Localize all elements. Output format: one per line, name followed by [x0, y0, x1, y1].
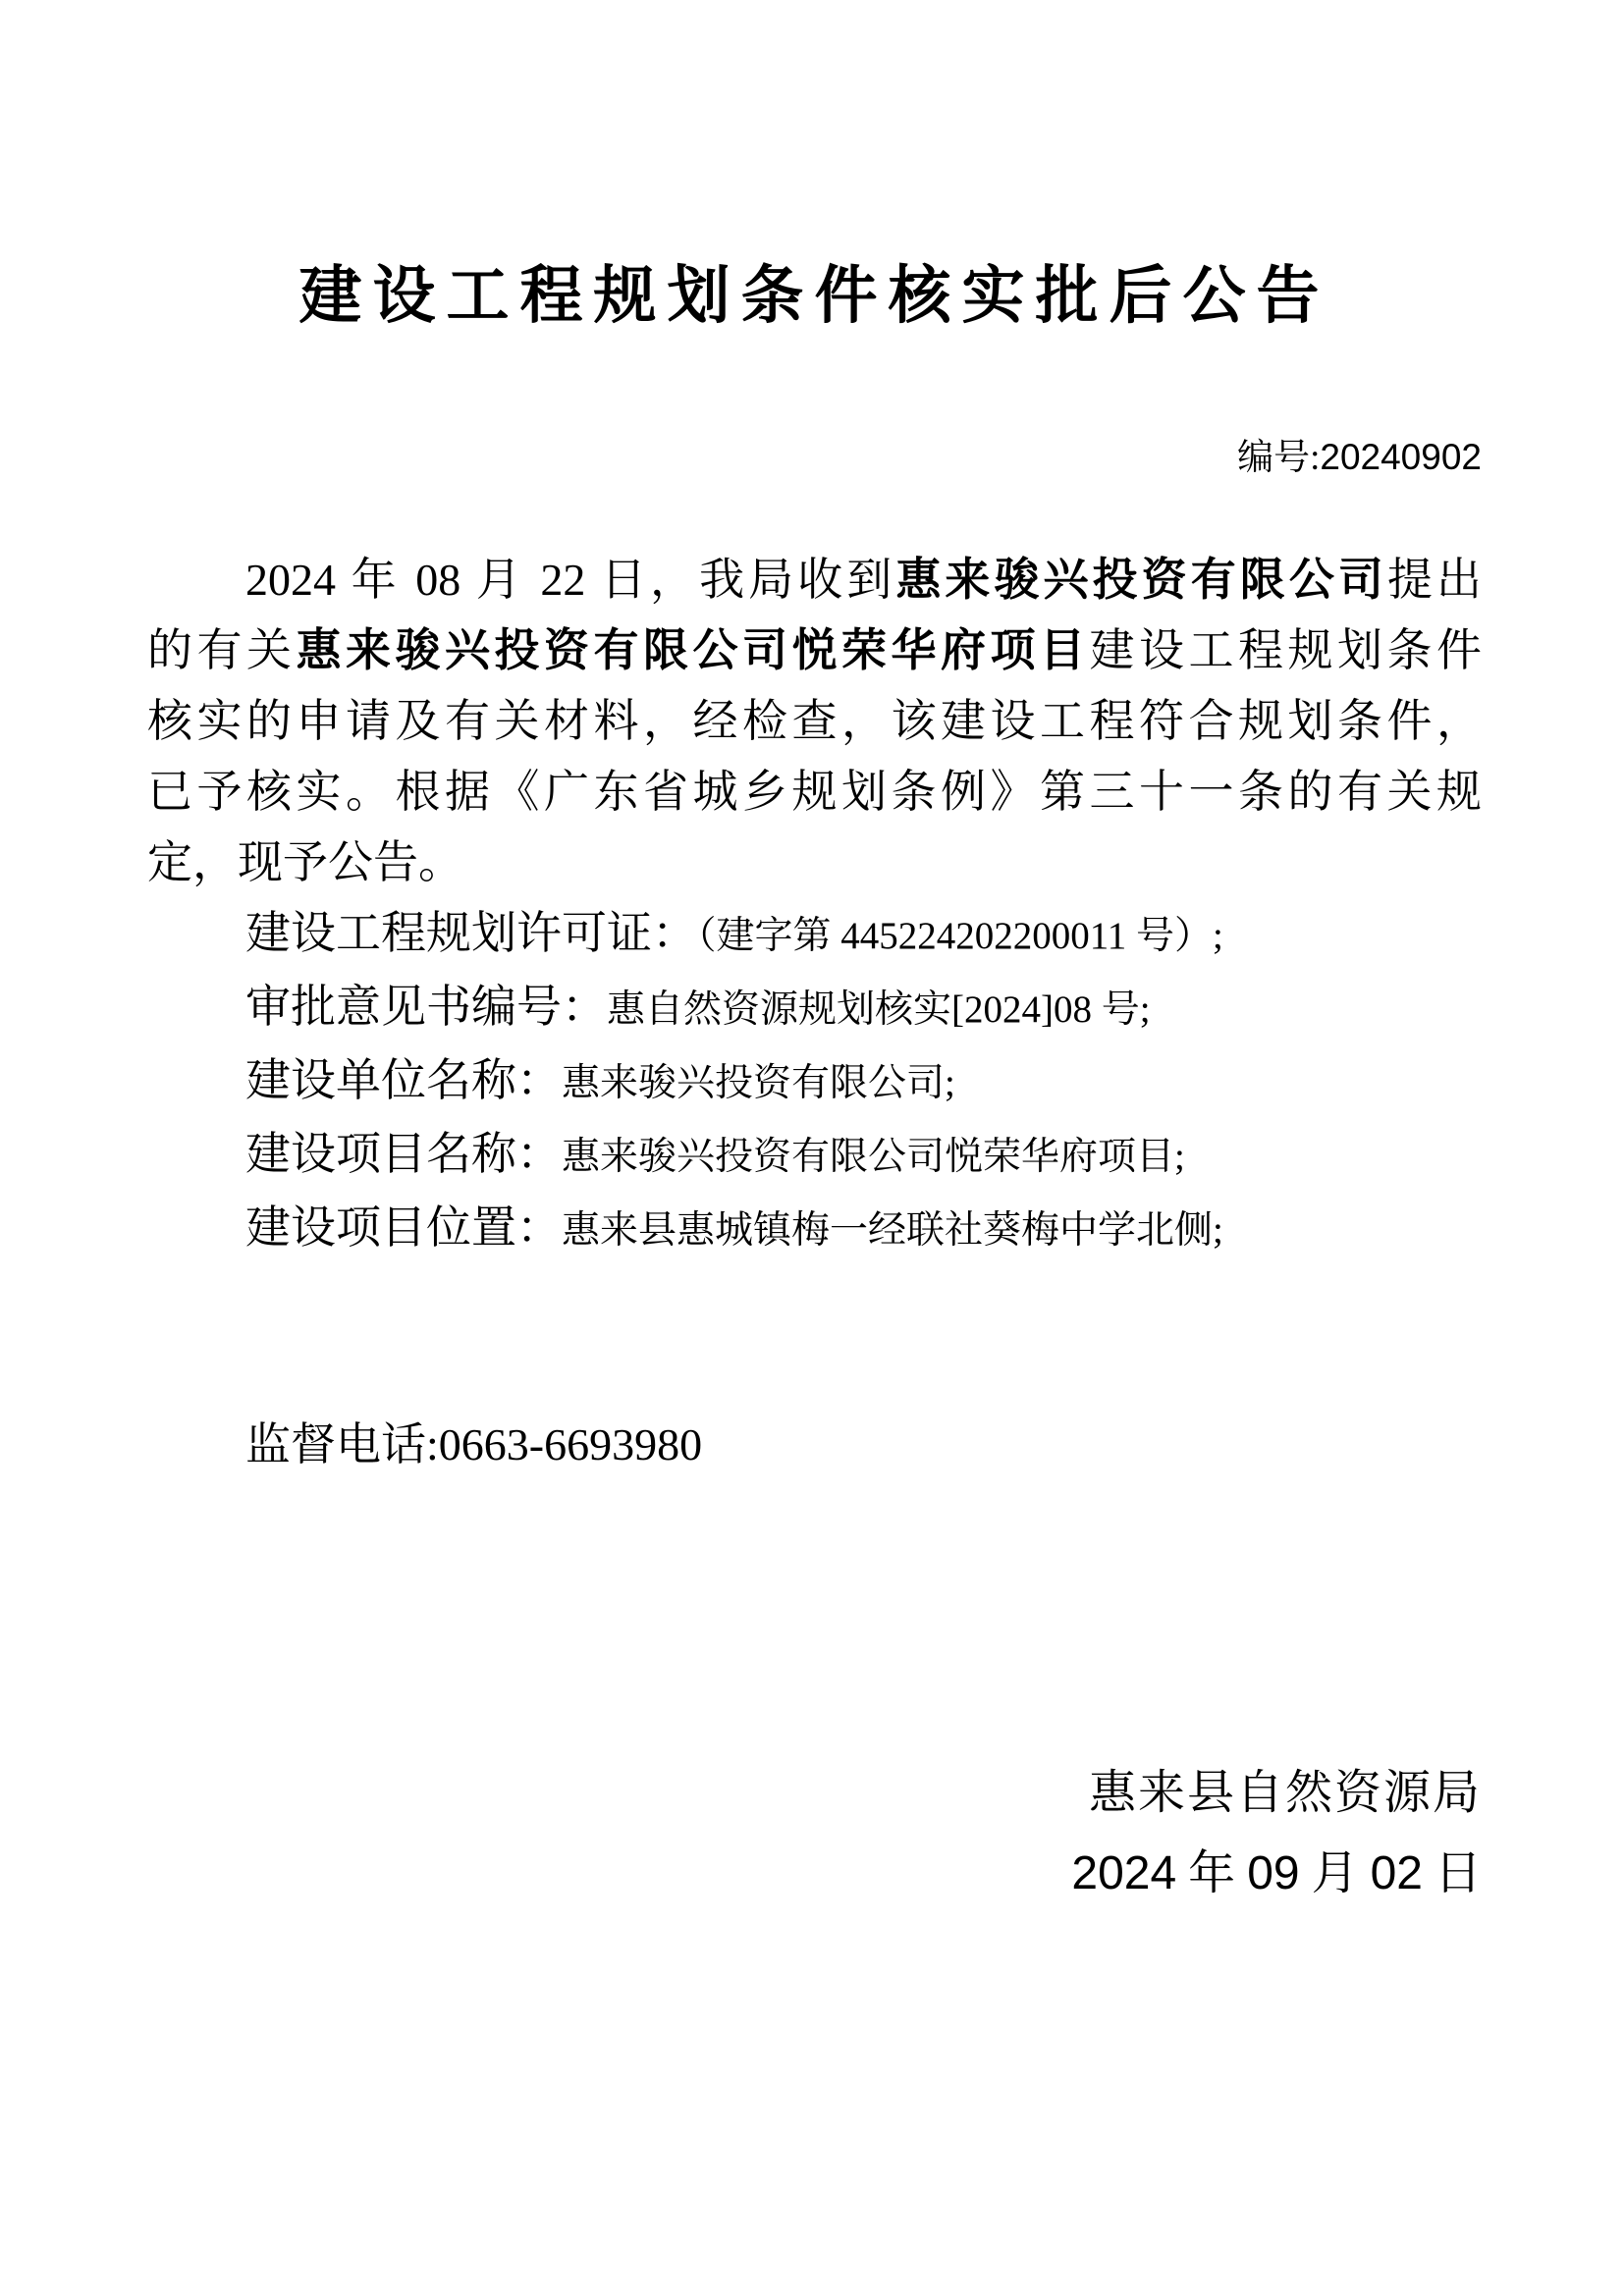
detail-value: （建字第 445224202200011 号）;: [697, 915, 1223, 957]
paragraph-text: 建设工程规划条件: [1089, 625, 1482, 675]
paragraph-line-4: [147, 757, 1482, 828]
issuing-org: 惠来县自然资源局: [1088, 1767, 1482, 1819]
detail-list: [147, 898, 1482, 1266]
issue-date-day-unit: 日: [1422, 1847, 1482, 1899]
supervision-hotline-line: [147, 1410, 1482, 1480]
paragraph-line-2: [147, 615, 1482, 686]
issue-date: [147, 1834, 1482, 1914]
detail-label: 建设项目位置：: [245, 1202, 562, 1253]
detail-value: 惠来骏兴投资有限公司;: [562, 1062, 955, 1104]
detail-value: 惠自然资源规划核实[2024]08 号;: [607, 988, 1151, 1031]
announcement-paragraph: [147, 545, 1482, 898]
paragraph-text: 定，现予公告。: [147, 837, 463, 887]
issue-date-month-unit: 月: [1299, 1847, 1371, 1899]
hotline-number: 0663-6693980: [438, 1419, 703, 1469]
detail-value: 惠来骏兴投资有限公司悦荣华府项目;: [562, 1136, 1185, 1178]
doc-number-line: [147, 437, 1482, 479]
project-name-line: [147, 1119, 1482, 1193]
permit-number-line: [147, 898, 1482, 972]
approval-opinion-line: [147, 972, 1482, 1045]
doc-number-value: 20240902: [1320, 437, 1482, 477]
paragraph-text: 2024 年 08 月 22 日，我局收到: [245, 555, 896, 605]
paragraph-line-1: [147, 545, 1482, 615]
construction-unit-line: [147, 1045, 1482, 1119]
issue-date-day: 02: [1370, 1847, 1423, 1899]
document-title: 建设工程规划条件核实批后公告: [298, 261, 1330, 331]
detail-value: 惠来县惠城镇梅一经联社葵梅中学北侧;: [562, 1209, 1223, 1252]
hotline-label: 监督电话:: [245, 1419, 439, 1469]
company-name-bold: 惠来骏兴投资有限公司: [895, 555, 1387, 605]
paragraph-text: 核实的申请及有关材料，经检查，该建设工程符合规划条件，: [147, 696, 1482, 746]
paragraph-line-3: [147, 686, 1482, 757]
issue-date-year: 2024: [1071, 1847, 1177, 1899]
detail-label: 审批意见书编号：: [245, 982, 607, 1032]
paragraph-line-5: [147, 828, 1482, 898]
issue-date-year-unit: 年: [1176, 1847, 1248, 1899]
issue-date-month: 09: [1247, 1847, 1300, 1899]
paragraph-text: 已予核实。根据《广东省城乡规划条例》第三十一条的有关规: [147, 767, 1482, 817]
project-location-line: [147, 1193, 1482, 1266]
doc-number-label: 编号:: [1237, 438, 1321, 478]
paragraph-text: 的有关: [147, 625, 297, 675]
paragraph-text: 提出: [1386, 555, 1482, 605]
project-name-bold: 惠来骏兴投资有限公司悦荣华府项目: [296, 625, 1090, 675]
detail-label: 建设项目名称：: [245, 1129, 562, 1179]
signature-block: [147, 1753, 1482, 1914]
detail-label: 建设工程规划许可证：: [245, 908, 697, 958]
detail-label: 建设单位名称：: [245, 1055, 562, 1105]
